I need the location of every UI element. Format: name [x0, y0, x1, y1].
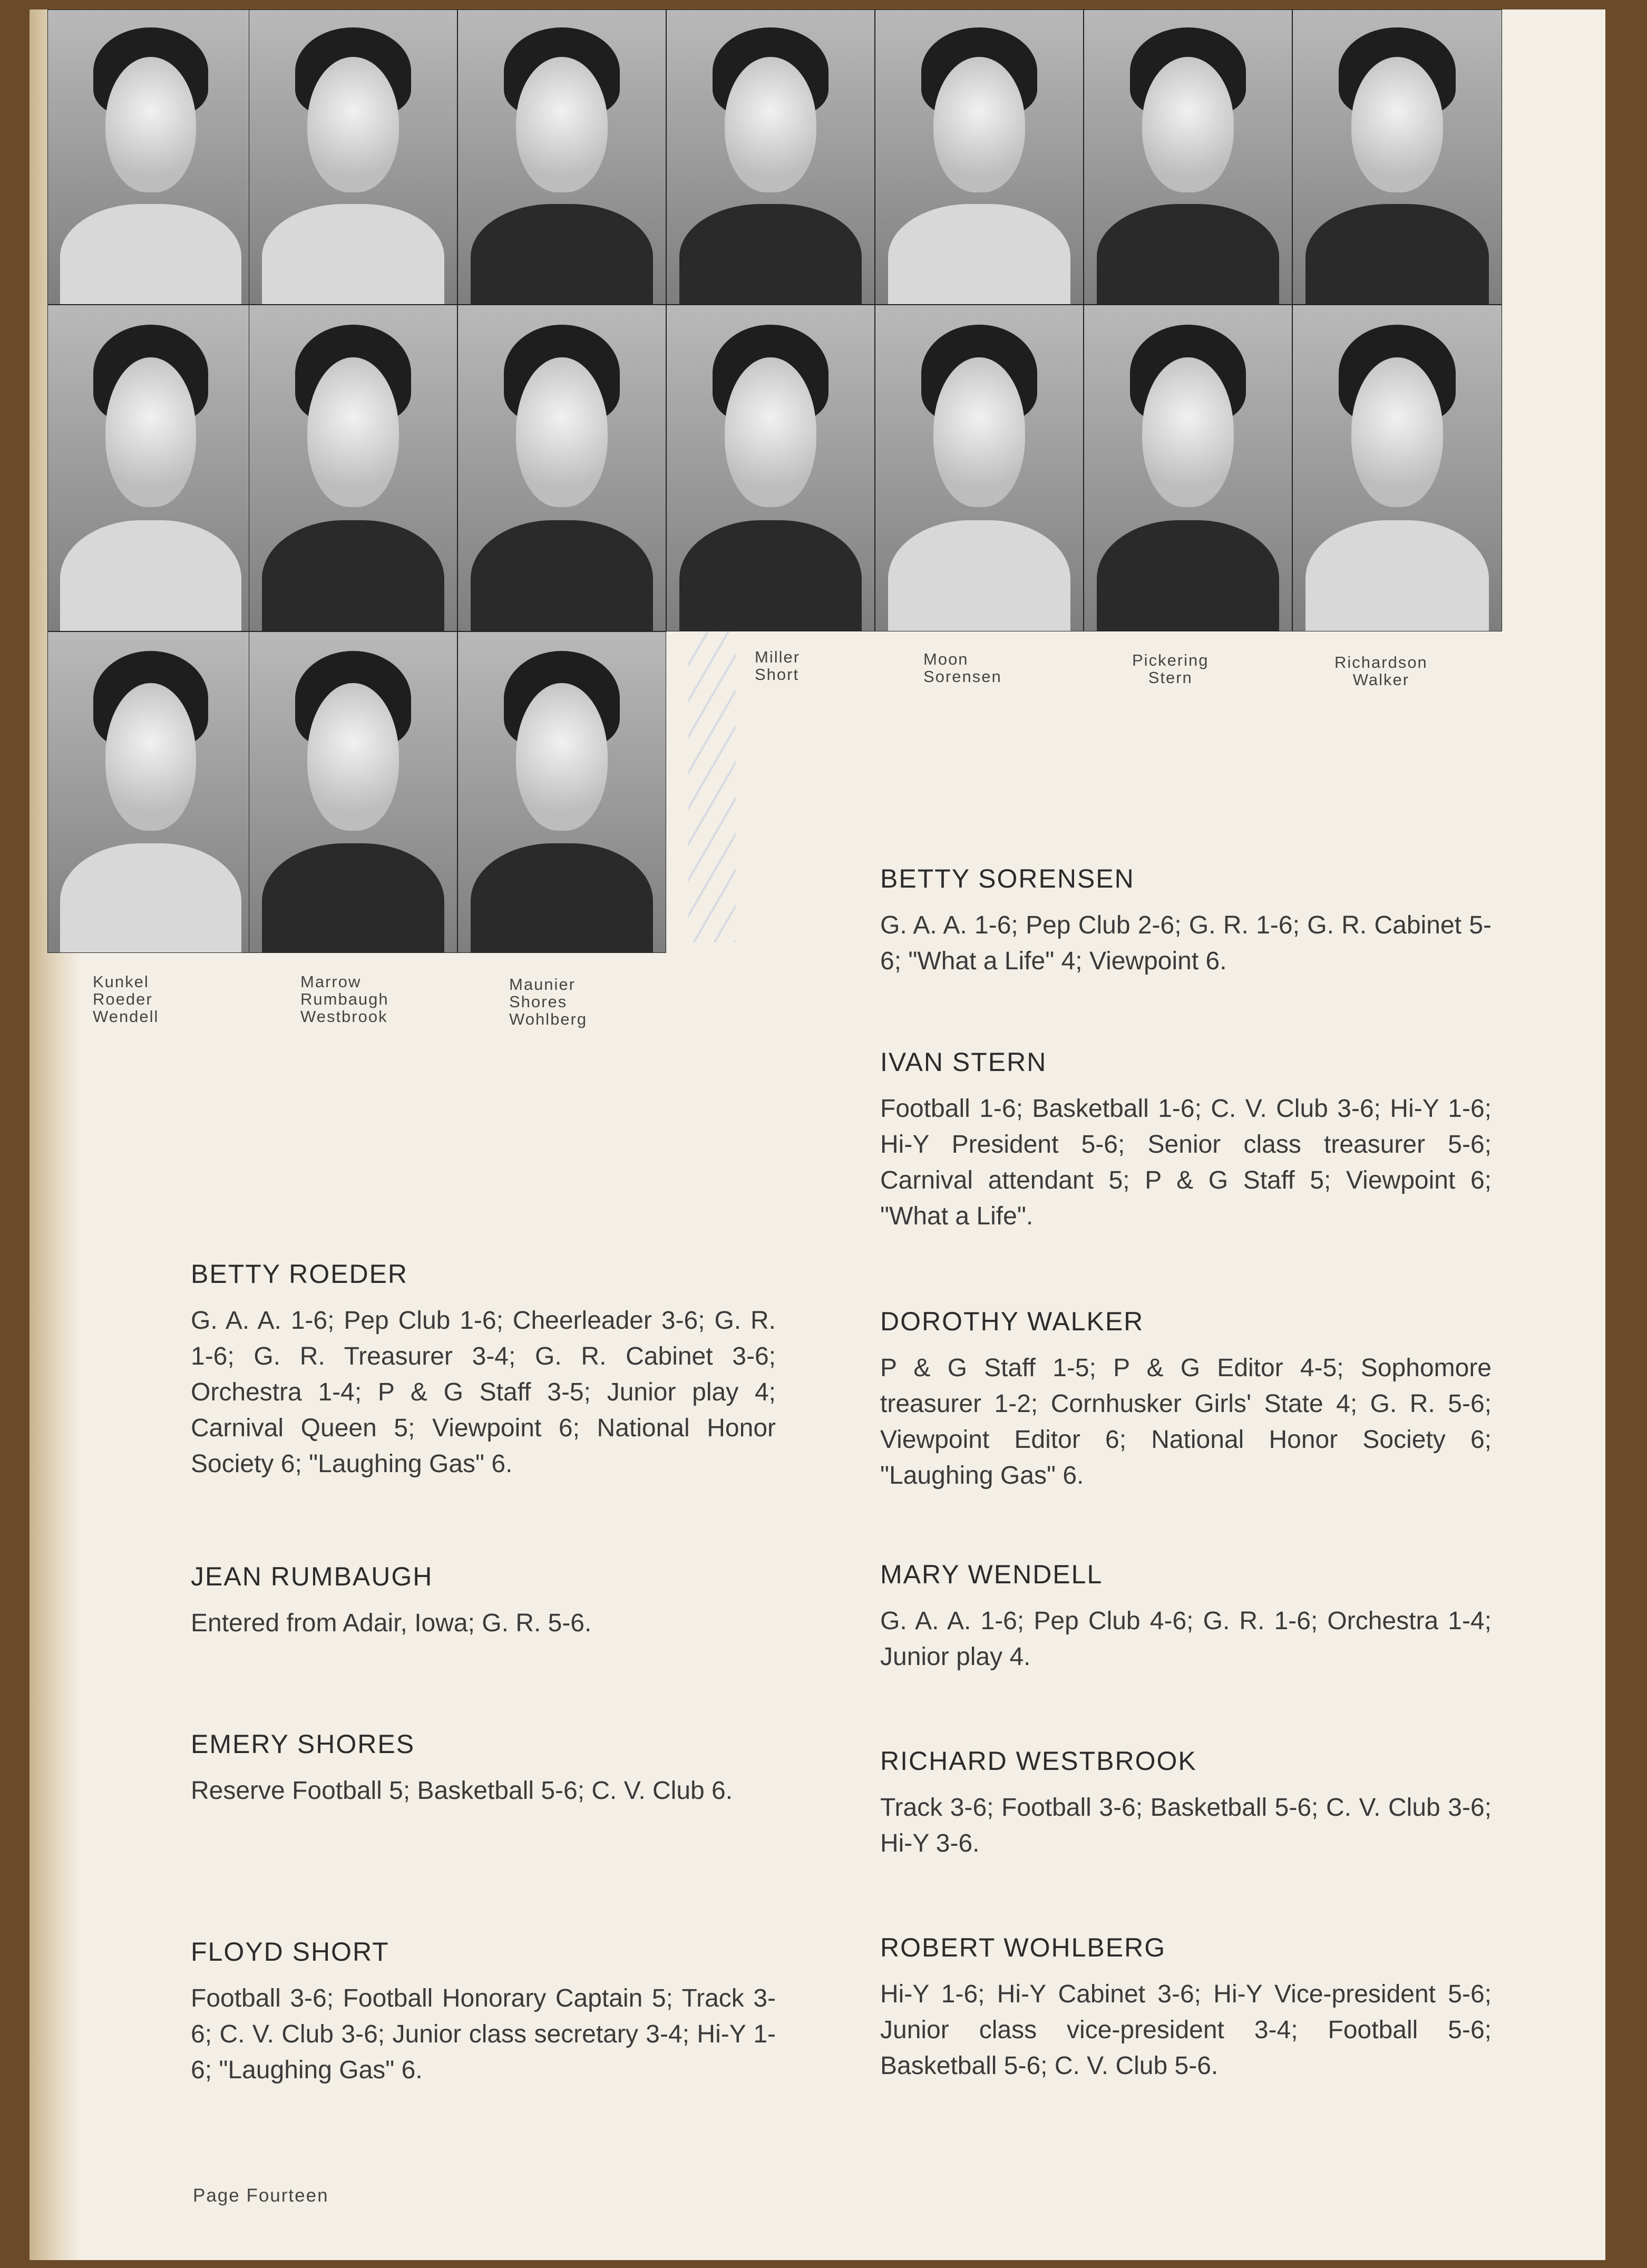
student-activities: Football 3-6; Football Honorary Captain 5; Track 3-6; C. V. Club 3-6; Junior class secretary 3-4; Hi-Y 1-6; "Laughing Gas" 6. — [191, 1984, 776, 2084]
photo-caption: Pickering Stern — [1132, 651, 1209, 687]
student-name: ROBERT WOHLBERG — [880, 1933, 1166, 1962]
student-bio — [880, 1559, 1492, 1675]
student-name: IVAN STERN — [880, 1047, 1047, 1077]
photo-caption: Moon Sorensen — [923, 650, 1002, 686]
student-name: EMERY SHORES — [191, 1729, 415, 1759]
student-activities: G. A. A. 1-6; Pep Club 4-6; G. R. 1-6; Orchestra 1-4; Junior play 4. — [880, 1607, 1492, 1671]
portrait-photo — [47, 631, 254, 953]
portrait-photo — [249, 9, 457, 305]
portrait-photo — [1292, 305, 1502, 631]
photo-caption: Miller Short — [755, 648, 801, 684]
portrait-photo — [249, 305, 457, 631]
student-activities: Football 1-6; Basketball 1-6; C. V. Club 3-6; Hi-Y 1-6; Hi-Y President 5-6; Senior class treasurer 5-6; Carnival attendant 5; P & G Staff 5; Viewpoint 6; "What a Life". — [880, 1095, 1492, 1230]
student-activities: G. A. A. 1-6; Pep Club 2-6; G. R. 1-6; G. R. Cabinet 5-6; "What a Life" 4; Viewpoint 6. — [880, 911, 1492, 975]
portrait-photo — [1084, 9, 1292, 305]
student-bio — [880, 1047, 1492, 1234]
portrait-photo — [666, 305, 875, 631]
student-bio — [191, 1561, 776, 1641]
portrait-photo — [47, 305, 254, 631]
yearbook-page — [30, 9, 1605, 2260]
student-activities: G. A. A. 1-6; Pep Club 1-6; Cheerleader 3-6; G. R. 1-6; G. R. Treasurer 3-4; G. R. Cabinet 3-6; Orchestra 1-4; P & G Staff 3-5; Junior play 4; Carnival Queen 5; Viewpoint 6; National Honor Society 6; "Laughing Gas" 6. — [191, 1307, 776, 1478]
portrait-photo — [875, 305, 1084, 631]
student-bio — [191, 1729, 776, 1809]
student-activities: Track 3-6; Football 3-6; Basketball 5-6; C. V. Club 3-6; Hi-Y 3-6. — [880, 1794, 1492, 1857]
portrait-photo — [457, 305, 666, 631]
student-name: BETTY ROEDER — [191, 1259, 408, 1289]
portrait-photo — [47, 9, 254, 305]
student-bio — [191, 1936, 776, 2088]
photo-caption: Kunkel Roeder Wendell — [93, 972, 159, 1026]
photo-caption: Marrow Rumbaugh Westbrook — [300, 972, 389, 1026]
portrait-photo — [1292, 9, 1502, 305]
student-bio — [191, 1259, 776, 1482]
student-bio — [880, 863, 1492, 979]
student-activities: Entered from Adair, Iowa; G. R. 5-6. — [191, 1609, 592, 1637]
portrait-photo — [457, 9, 666, 305]
photo-caption: Maunier Shores Wohlberg — [509, 975, 588, 1028]
portrait-photo — [666, 9, 875, 305]
student-bio — [880, 1746, 1492, 1862]
page-number: Page Fourteen — [193, 2185, 329, 2206]
student-name: DOROTHY WALKER — [880, 1307, 1144, 1336]
student-name: MARY WENDELL — [880, 1560, 1103, 1589]
student-activities: Hi-Y 1-6; Hi-Y Cabinet 3-6; Hi-Y Vice-president 5-6; Junior class vice-president 3-4; Football 5-6; Basketball 5-6; C. V. Club 5-6. — [880, 1980, 1492, 2080]
student-name: RICHARD WESTBROOK — [880, 1746, 1197, 1776]
portrait-photo — [875, 9, 1084, 305]
photo-caption: Richardson Walker — [1334, 653, 1428, 689]
student-name: FLOYD SHORT — [191, 1937, 389, 1967]
student-name: JEAN RUMBAUGH — [191, 1562, 433, 1591]
pencil-marks — [688, 631, 736, 942]
portrait-photo — [457, 631, 666, 953]
portrait-photo — [249, 631, 457, 953]
student-bio — [880, 1306, 1492, 1494]
portrait-photo — [1084, 305, 1292, 631]
student-name: BETTY SORENSEN — [880, 864, 1135, 893]
student-bio — [880, 1932, 1492, 2084]
student-activities: P & G Staff 1-5; P & G Editor 4-5; Sophomore treasurer 1-2; Cornhusker Girls' State 4; G. R. 5-6; Viewpoint Editor 6; National Honor Society 6; "Laughing Gas" 6. — [880, 1354, 1492, 1490]
student-activities: Reserve Football 5; Basketball 5-6; C. V. Club 6. — [191, 1777, 733, 1805]
